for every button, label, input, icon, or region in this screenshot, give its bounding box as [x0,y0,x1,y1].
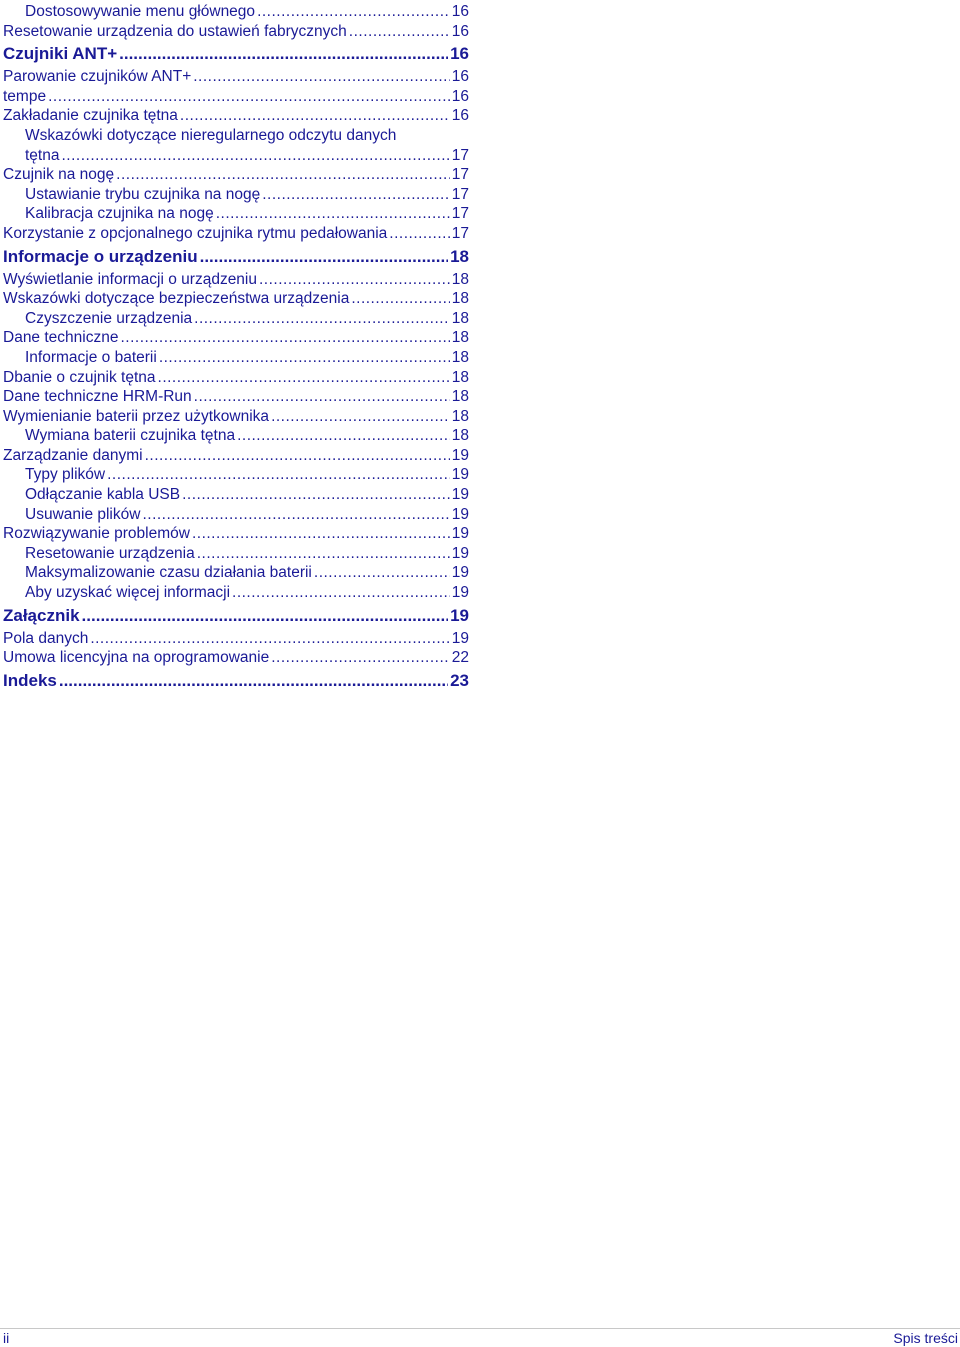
toc-entry-label: Wymiana baterii czujnika tętna [25,427,236,445]
toc-page-number: 19 [451,505,469,523]
toc-entry[interactable] [3,505,469,525]
toc-page-number: 18 [451,329,469,347]
toc-dot-leader [158,368,450,388]
toc-entry-label: Resetowanie urządzenia [25,544,195,562]
toc-entry-label: Aby uzyskać więcej informacji [25,584,231,602]
toc-entry-label: Dane techniczne HRM-Run [3,388,192,406]
toc-dot-leader [314,563,450,583]
toc-entry[interactable] [3,368,469,388]
toc-page-number: 19 [451,629,469,647]
toc-entry[interactable] [3,224,469,244]
toc-page-number: 19 [451,446,469,464]
toc-chapter-entry[interactable] [3,41,469,67]
toc-entry[interactable] [3,328,469,348]
toc-entry-label: Wyświetlanie informacji o urządzeniu [3,270,257,288]
toc-entry[interactable] [3,648,469,668]
toc-entry[interactable] [3,485,469,505]
toc-page-number: 18 [451,368,469,386]
toc-dot-leader [90,629,449,649]
toc-page-number: 23 [450,670,469,690]
toc-dot-leader [259,270,450,290]
footer-divider [0,1328,960,1329]
table-of-contents [3,2,469,694]
toc-entry[interactable] [3,629,469,649]
toc-entry[interactable] [3,67,469,87]
toc-page-number: 17 [451,166,469,184]
toc-entry-label: Czujniki ANT+ [3,44,118,64]
toc-entry[interactable] [3,563,469,583]
toc-page-number: 18 [451,348,469,366]
toc-page-number: 19 [451,466,469,484]
toc-page-number: 16 [451,3,469,20]
toc-entry[interactable] [3,348,469,368]
toc-dot-leader [200,244,448,270]
toc-entry-label: Dbanie o czujnik tętna [3,368,156,386]
toc-dot-leader [120,328,449,348]
toc-dot-leader [119,41,448,67]
toc-dot-leader [194,309,450,329]
toc-entry[interactable] [3,165,469,185]
toc-entry[interactable] [3,465,469,485]
toc-entry[interactable] [3,426,469,446]
toc-dot-leader [262,185,450,205]
toc-entry[interactable] [3,544,469,564]
toc-page-number: 19 [451,544,469,562]
toc-dot-leader [48,87,450,107]
toc-page-number: 18 [451,309,469,327]
toc-dot-leader [216,204,450,224]
toc-entry-label: Wskazówki dotyczące bezpieczeństwa urządzenia [3,290,350,308]
toc-dot-leader [349,22,450,42]
toc-entry[interactable] [3,289,469,309]
toc-dot-leader [351,289,449,309]
toc-entry[interactable] [3,106,469,126]
toc-dot-leader [271,648,450,668]
toc-page-number: 18 [451,270,469,288]
toc-entry-label: Informacje o baterii [25,348,157,366]
toc-entry-label: Odłączanie kabla USB [25,486,181,504]
toc-page-number: 17 [451,205,469,223]
toc-page-number: 17 [451,146,469,164]
toc-page-number: 19 [451,486,469,504]
toc-entry-label: Dane techniczne [3,329,119,347]
toc-page-number: 18 [451,388,469,406]
toc-entry-label: Indeks [3,670,57,690]
toc-chapter-entry[interactable] [3,244,469,270]
toc-entry-label: Zakładanie czujnika tętna [3,107,178,125]
toc-dot-leader [182,485,450,505]
toc-entry-label: Czyszczenie urządzenia [25,309,193,327]
toc-dot-leader [142,505,449,525]
toc-entry-label: Załącznik [3,605,80,625]
toc-entry[interactable] [3,2,469,22]
toc-entry[interactable] [3,309,469,329]
toc-dot-leader [237,426,450,446]
toc-dot-leader [192,524,450,544]
toc-page-number: 16 [451,87,469,105]
toc-dot-leader [59,668,448,694]
toc-page-number: 16 [451,22,469,40]
toc-entry[interactable] [3,146,469,166]
toc-entry-label: Informacje o urządzeniu [3,246,198,266]
toc-dot-leader [389,224,449,244]
toc-dot-leader [107,465,450,485]
toc-page-number: 18 [451,407,469,425]
toc-entry-label: Dostosowywanie menu głównego [25,3,256,20]
toc-chapter-entry[interactable] [3,603,469,629]
toc-page-number: 19 [451,584,469,602]
toc-dot-leader [61,146,449,166]
toc-entry[interactable] [3,407,469,427]
toc-entry-label: Rozwiązywanie problemów [3,525,190,543]
toc-dot-leader [159,348,450,368]
toc-page-number: 16 [451,107,469,125]
toc-chapter-entry[interactable] [3,668,469,694]
toc-page-number: 18 [451,427,469,445]
toc-page-number: 19 [450,605,469,625]
toc-entry[interactable] [3,387,469,407]
toc-entry-label: Usuwanie plików [25,505,141,523]
toc-entry-label: Parowanie czujników ANT+ [3,68,192,86]
toc-entry-label: Korzystanie z opcjonalnego czujnika rytmu pedałowania [3,224,388,242]
toc-entry-label: Kalibracja czujnika na nogę [25,205,214,223]
toc-dot-leader [194,387,450,407]
toc-dot-leader [232,583,450,603]
toc-dot-leader [271,407,450,427]
toc-dot-leader [180,106,450,126]
toc-page-number: 18 [450,246,469,266]
toc-entry-label: Resetowanie urządzenia do ustawień fabrycznych [3,22,347,40]
toc-entry[interactable] [3,270,469,290]
toc-page-number: 19 [451,564,469,582]
toc-entry-label: Wskazówki dotyczące nieregularnego odczytu danych [25,126,397,144]
toc-page-number: 19 [451,525,469,543]
toc-entry-label: Czujnik na nogę [3,166,115,184]
toc-dot-leader [197,544,450,564]
toc-dot-leader [257,2,450,22]
toc-page-number: 17 [451,185,469,203]
toc-entry-label: tętna [25,146,60,164]
toc-page-number: 17 [451,224,469,242]
toc-entry[interactable] [3,22,469,42]
toc-entry[interactable] [3,446,469,466]
toc-entry[interactable] [3,524,469,544]
toc-page-number: 16 [451,68,469,86]
footer-page-number: ii [3,1330,10,1346]
toc-entry-label: Pola danych [3,629,89,647]
footer-section-title: Spis treści [893,1330,958,1346]
toc-page-number: 22 [451,649,469,667]
toc-entry-label: Wymienianie baterii przez użytkownika [3,407,270,425]
toc-entry-label: Typy plików [25,466,106,484]
toc-page-number: 16 [450,44,469,64]
toc-entry-label: Umowa licencyjna na oprogramowanie [3,649,270,667]
toc-page-number: 18 [451,290,469,308]
toc-entry-label: Zarządzanie danymi [3,446,143,464]
toc-entry[interactable] [3,204,469,224]
toc-entry-label: tempe [3,87,47,105]
toc-entry[interactable] [3,583,469,603]
toc-dot-leader [82,603,449,629]
toc-entry-label: Ustawianie trybu czujnika na nogę [25,185,261,203]
toc-entry[interactable] [3,87,469,107]
toc-entry-wrapped-line[interactable] [3,126,469,146]
toc-dot-leader [116,165,450,185]
toc-dot-leader [145,446,450,466]
toc-dot-leader [193,67,450,87]
toc-entry[interactable] [3,185,469,205]
toc-entry-label: Maksymalizowanie czasu działania baterii [25,564,312,582]
